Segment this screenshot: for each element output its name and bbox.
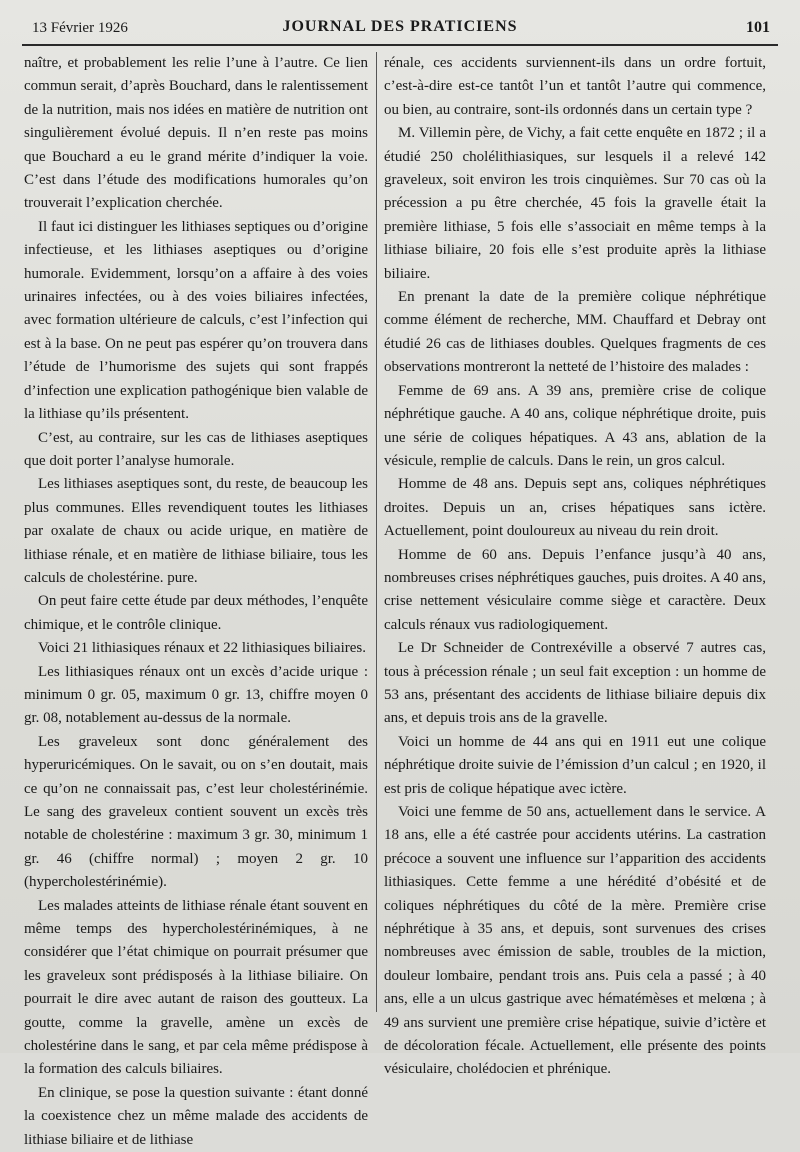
left-column: [24, 52, 368, 1152]
paragraph: Voici 21 lithiasiques rénaux et 22 lithiasiques biliaires.: [38, 640, 367, 657]
paragraph: Le Dr Schneider de Contrexéville a observé 7 autres cas, tous à précession rénale ; un seul fait exception : un homme de 53 ans, présentant des accidents de lithiase biliaire depuis dix ans, et depuis trois ans de la gravelle.: [384, 640, 766, 727]
paragraph: En prenant la date de la première colique néphrétique comme élément de recherche, MM. Chauffard et Debray ont étudié 26 cas de lithiases doubles. Quelques fragments de ces observations montreront la netteté de l’histoire des malades :: [384, 289, 766, 376]
paragraph: rénale, ces accidents surviennent-ils dans un ordre fortuit, c’est-à-dire est-ce tantôt l’un et tantôt l’autre qui commence, ou bien, au contraire, sont-ils ordonnés dans un certain type ?: [384, 55, 766, 118]
paragraph: En clinique, se pose la question suivante : étant donné la coexistence chez un même malade des accidents de lithiase biliaire et de lithiase: [24, 1084, 368, 1148]
journal-title: JOURNAL DES PRATICIENS: [282, 18, 518, 35]
page-header: [22, 14, 778, 46]
paragraph: Femme de 69 ans. A 39 ans, première crise de colique néphrétique gauche. A 40 ans, colique néphrétique droite, puis une série de coliques hépatiques. A 43 ans, ablation de la vésicule, remplie de calculs. Dans le rein, un gros calcul.: [384, 382, 766, 469]
paragraph: Homme de 48 ans. Depuis sept ans, coliques néphrétiques droites. Depuis un an, crises hépatiques sans ictère. Actuellement, point douloureux au niveau du rein droit.: [384, 476, 766, 540]
column-divider: [376, 52, 377, 1012]
paragraph: C’est, au contraire, sur les cas de lithiases aseptiques que doit porter l’analyse humorale.: [24, 429, 368, 469]
paragraph: M. Villemin père, de Vichy, a fait cette enquête en 1872 ; il a étudié 250 cholélithiasiques, sur lesquels il a relevé 142 graveleux, soit environ les trois cinquièmes. Sur 70 cas où la précession a pu être cherchée, 45 fois la gravelle était la première lithiase, 5 fois elle s’associait en même temps à la lithiase biliaire, 20 fois elle s’est produite après la lithiase biliaire.: [384, 125, 766, 282]
paragraph: Les graveleux sont donc généralement des hyperuricémiques. On le savait, ou on s’en doutait, mais ce qu’on ne connaissait pas, c’est leur cholestérinémie. Le sang des graveleux contient souvent un excès très notable de cholestérine : maximum 3 gr. 30, minimum 1 gr. 46 (chiffre normal) ; moyen 2 gr. 10 (hypercholestérinémie).: [24, 733, 368, 891]
paragraph: naître, et probablement les relie l’une à l’autre. Ce lien commun serait, d’après Bouchard, dans le ralentissement de la nutrition, mais nos idées en matière de nutrition ont singulièrement évolué depuis. Il n’en reste pas moins que Bouchard a eu le grand mérite d’indiquer la voie. C’est dans l’étude des modifications humorales qu’on trouverait l’explication cherchée.: [24, 55, 368, 212]
paragraph: Voici une femme de 50 ans, actuellement dans le service. A 18 ans, elle a été castrée pour accidents utérins. La castration précoce a souvent une influence sur l’apparition des accidents lithiasiques. Cette femme a une hérédité d’obésité et de coliques néphrétiques du côté de la mère. Première crise néphrétique à 35 ans, et depuis, sont survenues des crises nombreuses avec émission de sable, troubles de la miction, douleur lombaire, pendant trois ans. Puis cela a passé ; à 40 ans, elle a un ulcus gastrique avec hématémèses et melœna ; à 49 ans survient une première crise hépatique, suivie d’ictère et de décoloration fécale. Actuellement, elle présente des points vésiculaire, cholédocien et phrénique.: [384, 804, 766, 1078]
paragraph: On peut faire cette étude par deux méthodes, l’enquête chimique, et le contrôle clinique.: [24, 593, 368, 633]
page-number: 101: [746, 19, 770, 36]
paragraph: Les lithiases aseptiques sont, du reste, de beaucoup les plus communes. Elles revendiquent toutes les lithiases par oxalate de chaux ou acide urique, en matière de lithiase rénale, et en matière de lithiase biliaire, tous les calculs de cholestérine. pure.: [24, 476, 368, 586]
right-column: [384, 52, 766, 1082]
paragraph: Voici un homme de 44 ans qui en 1911 eut une colique néphrétique droite suivie de l’émission d’un calcul ; en 1920, il est pris de colique hépatique avec ictère.: [384, 733, 766, 797]
paragraph: Les malades atteints de lithiase rénale étant souvent en même temps des hypercholestérinémiques, à ne considérer que l’état chimique on pourrait présumer que les graveleux sont prédisposés à la lithiase biliaire. On pourrait le dire avec autant de raison des goutteux. La goutte, comme la gravelle, amène un excès de cholestérine dans le sang, et par cela même prédispose à la formation des calculs biliaires.: [24, 897, 368, 1078]
paragraph: Les lithiasiques rénaux ont un excès d’acide urique : minimum 0 gr. 05, maximum 0 gr. 13, chiffre moyen 0 gr. 08, notablement au-dessus de la normale.: [24, 663, 368, 727]
header-date: 13 Février 1926: [32, 20, 128, 36]
paragraph: Il faut ici distinguer les lithiases septiques ou d’origine infectieuse, et les lithiases aseptiques ou d’origine humorale. Evidemment, lorsqu’on a affaire à des voies urinaires infectées, ou à des voies biliaires infectées, avec formation ultérieure de calculs, c’est l’infection qui est à la base. On ne peut pas espérer qu’on trouvera dans l’étude de l’humorisme des sujets qui sont frappés d’infection une explication pathogénique bien valable de la lithiase qu’ils présentent.: [24, 218, 368, 423]
paragraph: Homme de 60 ans. Depuis l’enfance jusqu’à 40 ans, nombreuses crises néphrétiques gauches, puis droites. A 40 ans, crise nettement vésiculaire comme siège et caractère. Deux calculs rénaux vus radiologiquement.: [384, 546, 767, 633]
